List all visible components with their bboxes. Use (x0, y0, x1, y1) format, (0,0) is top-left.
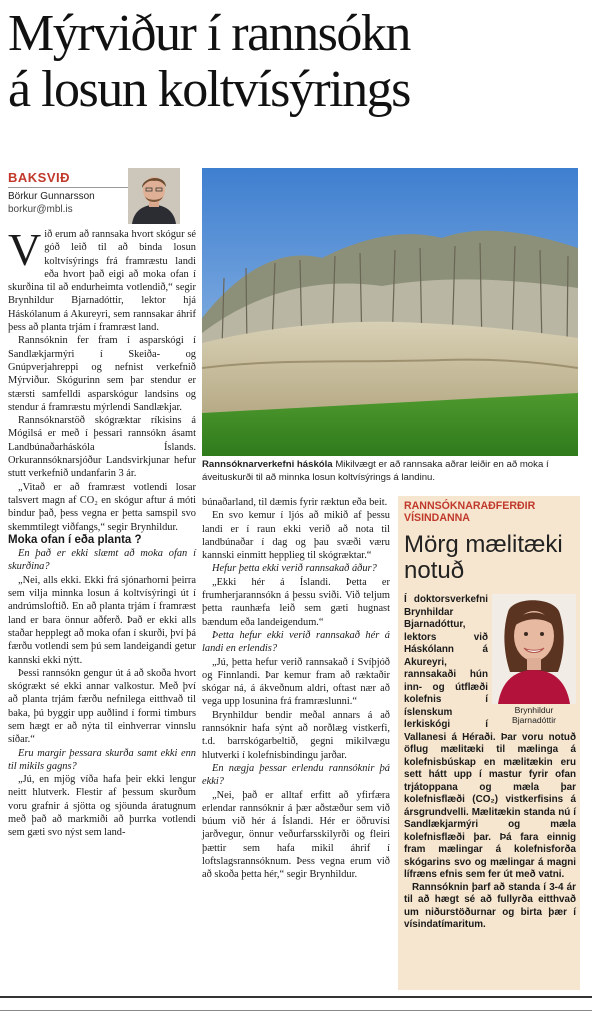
photo-caption (202, 459, 578, 484)
sidebar-paragraph: Í doktorsverkefni Brynhildar Bjarnadóttur, lektors við Háskólann á Akureyri, rannsakaði hún inn- og útflæði kolefnis í íslenskum lerkiskógi í Vallanesi á Héraði. Þar voru notuð öflug mælitæki til mælinga á kolefnisbúskap en mælitækin eru sett hátt upp í mastur fyrir ofan trjátoppana og mæla þar kolefnisflæði (CO₂) vistkerfisins á ársgrundvelli. Mælitækin standa nú í Sandlækjarmýri og mæla kolefnisflæði þar. Þá fara einnig fram mælingar á kolefnisforða skógarins svo og mælingar á magni lífræns efnis sem fer út með vatni. (404, 594, 576, 880)
interview-question: Eru margir þessara skurða samt ekki enn til mikils gagns? (8, 747, 196, 772)
sidebar-tag (404, 500, 574, 524)
headline-line-1: Mýrviður í rannsókn (8, 5, 410, 62)
aspen-forest-image (202, 168, 578, 456)
interview-question: En það er ekki slæmt að moka ofan í skurðina? (8, 548, 196, 573)
author-name: Börkur Gunnarsson (8, 191, 95, 202)
interview-question: Hefur þetta ekki verið rannsakað áður? (212, 563, 377, 575)
article-column-2 (202, 496, 390, 882)
sidebar-tag-line-1: RANNSÓKNARAÐFERÐIR (404, 500, 536, 512)
section-divider (8, 187, 128, 188)
paragraph: „Jú, en mjög víða hafa þeir ekki lengur neitt hlutverk. Flestir af þessum skurðum voru grafnir á sjötta og sjöunda áratugnum með það að markmiði að þurrka votlendi sem gæti svo nýst sem land- (8, 774, 196, 839)
paragraph: Þessi rannsókn gengur út á að skoða hvort skógrækt sé ekki annar valkostur. Með því að planta trjám færðu nefnilega eitthvað til baka, þú byggir upp auðlind í formi timburs sem hægt er að nýta til einhverrar vinnslu síðar.“ (8, 667, 196, 746)
byline (8, 190, 95, 216)
paragraph: „Ekki hér á Íslandi. Þetta er frumherjarannsókn á þessu sviði. Við teljum þetta raunhæfa leið sem gæti hugnast bændum eða landeigendum.“ (202, 576, 390, 628)
headline (8, 6, 588, 118)
author-portrait-image (128, 168, 180, 224)
paragraph: „Nei, það er alltaf erfitt að yfirfæra erlendar rannsóknir á þær aðstæður sem við búum við hér á Íslandi. Hér er öðruvísi jarðvegur, önnur veðurfarsskilyrði og fleiri þættir sem hafa mikil áhrif í loftslagsrannsóknum. Þess vegna erum við að skoða þetta hér,“ segir Brynhildur. (202, 789, 390, 881)
paragraph: „Vitað er að framræst votlendi losar talsvert magn af CO₂ en skógur aftur á móti bindur það, þess vegna er þetta samspil svo skemmtilegt viðfangs,“ segir Brynhildur. (8, 481, 196, 533)
sidebar-text (404, 594, 576, 932)
paragraph: ið erum að rannsaka hvort skógur sé góð leið til að binda losun koltvísýrings frá framræstu landi eða hvort það eigi að moka ofan í skurðina til að endurheimta votlendið,“ segir Brynhildur Bjarnadóttir, lektor hjá Háskólanum á Akureyri, sem rannsakar áhrif þess að planta trjám í framræst land. (8, 229, 196, 334)
caption-title: Rannsóknarverkefni háskóla (202, 459, 333, 470)
bottom-rule (0, 996, 592, 998)
portrait-float-spacer (488, 594, 576, 724)
caption-text: Mikilvægt er að rannsaka aðrar leiðir en að moka í áveituskurði til að minnka losun koltvísýrings á landinu. (202, 459, 549, 483)
subheading: Moka ofan í eða planta ? (8, 533, 142, 546)
paragraph: „Jú, þetta hefur verið rannsakað í Svíþjóð og Finnlandi. Þar kemur fram að ræktaðir skógar ná, á ákveðnum aldri, oftast nær að vega upp losunina frá framræslunni.“ (202, 656, 390, 708)
paragraph: Rannsóknin fer fram í asparskógi í Sandlækjarmýri í Skeiða- og Gnúpverjahreppi og nefnist verkefnið Mýrviður. Skógurinn sem þar stendur er stærsti samfelldi asparskógur landsins og stendur á framræstu mýrlendi Sandlækjar. (8, 335, 196, 413)
drop-cap: V (8, 224, 42, 275)
paragraph: En svo kemur í ljós að mikið af þessu landi er í raun ekki verið að nota til landbúnaðar í dag og þau svæði væru kannski einmitt hepplieg til skógræktar.“ (202, 510, 390, 562)
paragraph: „Nei, alls ekki. Ekki frá sjónarhorni þeirra sem vilja minnka losun á koltvísýringi út í andrúmsloftið. En að planta trjám í framræst land er bara önnur aðferð. Það er ekki alls staðar hepplegt að moka ofan í skurði, því þá færðu votlendi sem þú sem landeigandi getur kannski ekki nýtt. (8, 574, 196, 666)
portrait-caption-line-2: Bjarnadóttir (512, 715, 556, 725)
interview-question: En nægja þessar erlendu rannsóknir þá ekki? (202, 762, 390, 788)
portrait-caption-line-1: Brynhildur (514, 705, 554, 715)
forest-photo (202, 168, 578, 456)
sidebar-title: Mörg mælitæki notuð (404, 531, 563, 584)
paragraph: Brynhildur bendir meðal annars á að rannsóknir hafa sýnt að norðlæg vistkerfi, t.d. barrskógarbeltið, gegni mikilvægu hlutverki í kolefnisbindingu jarðar. (202, 709, 390, 761)
section-tag: BAKSVIÐ (8, 170, 71, 185)
author-email[interactable]: borkur@mbl.is (8, 204, 73, 215)
article-column-1 (8, 224, 196, 840)
author-photo (128, 168, 180, 224)
interview-question: Þetta hefur ekki verið rannsakað hér á landi en erlendis? (202, 629, 390, 655)
bottom-rule-thin (0, 1010, 592, 1011)
sidebar-paragraph: Rannsóknin þarf að standa í 3-4 ár til að hægt sé að fullyrða eitthvað um niðurstöðurnar og birta þær í vísindatímaritum. (404, 881, 576, 930)
sidebar-tag-line-2: VÍSINDANNA (404, 512, 470, 524)
headline-line-2: á losun koltvísýrings (8, 61, 410, 118)
paragraph: búnaðarland, til dæmis fyrir ræktun eða beit. (202, 497, 388, 508)
paragraph: Rannsóknarstöð skógræktar ríkisins á Mógilsá er með í þessari rannsókn ásamt Landbúnaðarháskóla Íslands. Orkurannsóknarsjóður Landsvirkjunar hefur stutt verkefnið undanfarin 3 ár. (8, 415, 196, 480)
